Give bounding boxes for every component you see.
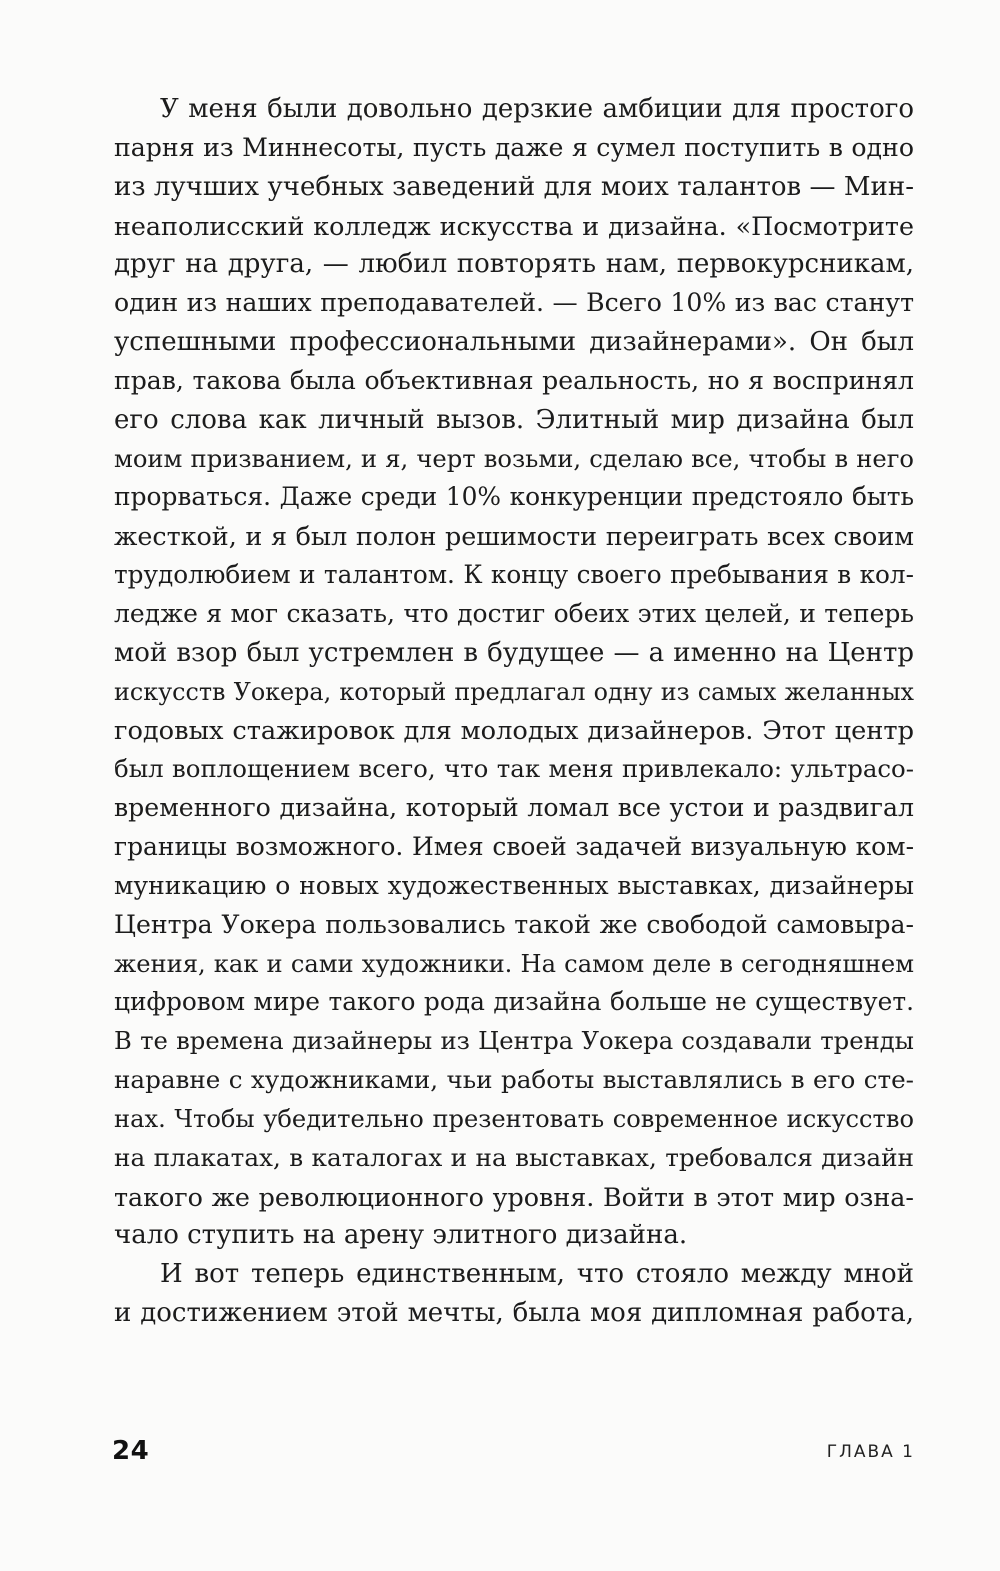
text-line: был воплощением всего, что так меня привлекало: ультрасо- [114,754,914,784]
text-line: искусств Уокера, который предлагал одну из самых желанных [114,677,914,706]
text-line: из лучших учебных заведений для моих талантов — Мин- [114,171,914,202]
text-line: Центра Уокера пользовались такой же свободой самовыра- [114,909,914,939]
text-line: друг на друга, — любил повторять нам, первокурсникам, [114,249,914,280]
text-line: цифровом мире такого рода дизайна больше не существует. [114,987,914,1017]
text-line: муникацию о новых художественных выставках, дизайнеры [114,870,914,900]
text-line: такого же революционного уровня. Войти в этот мир озна- [114,1181,914,1212]
running-head: ГЛАВА 1 [826,1442,915,1462]
text-line: один из наших преподавателей. — Всего 10% из вас станут [114,288,914,318]
text-line: границы возможного. Имея своей задачей визуальную ком- [114,832,914,862]
text-line: чало ступить на арену элитного дизайна. [114,1220,688,1251]
text-line: временного дизайна, который ломал все устои и раздвигал [114,793,914,823]
text-line: нах. Чтобы убедительно презентовать современное искусство [114,1104,914,1133]
text-line: В те времена дизайнеры из Центра Уокера создавали тренды [114,1026,914,1056]
text-line: неаполисский колледж искусства и дизайна. «Посмотрите [114,210,914,241]
text-line: прорваться. Даже среди 10% конкуренции предстояло быть [114,482,914,512]
text-line: И вот теперь единственным, что стояло между мной [160,1259,914,1290]
text-line: годовых стажировок для молодых дизайнеров. Этот центр [114,715,914,746]
text-line: У меня были довольно дерзкие амбиции для простого [160,94,914,124]
page-number: 24 [112,1436,150,1466]
text-line: жесткой, и я был полон решимости переиграть всех своим [114,521,914,552]
page-footer [112,1436,915,1476]
text-line: на плакатах, в каталогах и на выставках, требовался дизайн [114,1142,914,1172]
text-line: жения, как и сами художники. На самом деле в сегодняшнем [114,949,914,978]
body-text [114,90,914,1333]
text-line: наравне с художниками, чьи работы выставлялись в его сте- [114,1065,914,1095]
text-line: парня из Миннесоты, пусть даже я сумел поступить в одно [114,132,914,162]
text-line: его слова как личный вызов. Элитный мир дизайна был [114,404,914,435]
text-line: трудолюбием и талантом. К концу своего пребывания в кол- [114,560,914,590]
text-line: успешными профессиональными дизайнерами». Он был [114,327,914,358]
text-line: мой взор был устремлен в будущее — а именно на Центр [114,637,914,668]
text-line: и достижением этой мечты, была моя дипломная работа, [114,1298,914,1329]
text-line: прав, такова была объективная реальность, но я воспринял [114,365,914,395]
text-line: моим призванием, и я, черт возьми, сделаю все, чтобы в него [114,444,914,473]
text-line: ледже я мог сказать, что достиг обеих этих целей, и теперь [114,598,914,628]
